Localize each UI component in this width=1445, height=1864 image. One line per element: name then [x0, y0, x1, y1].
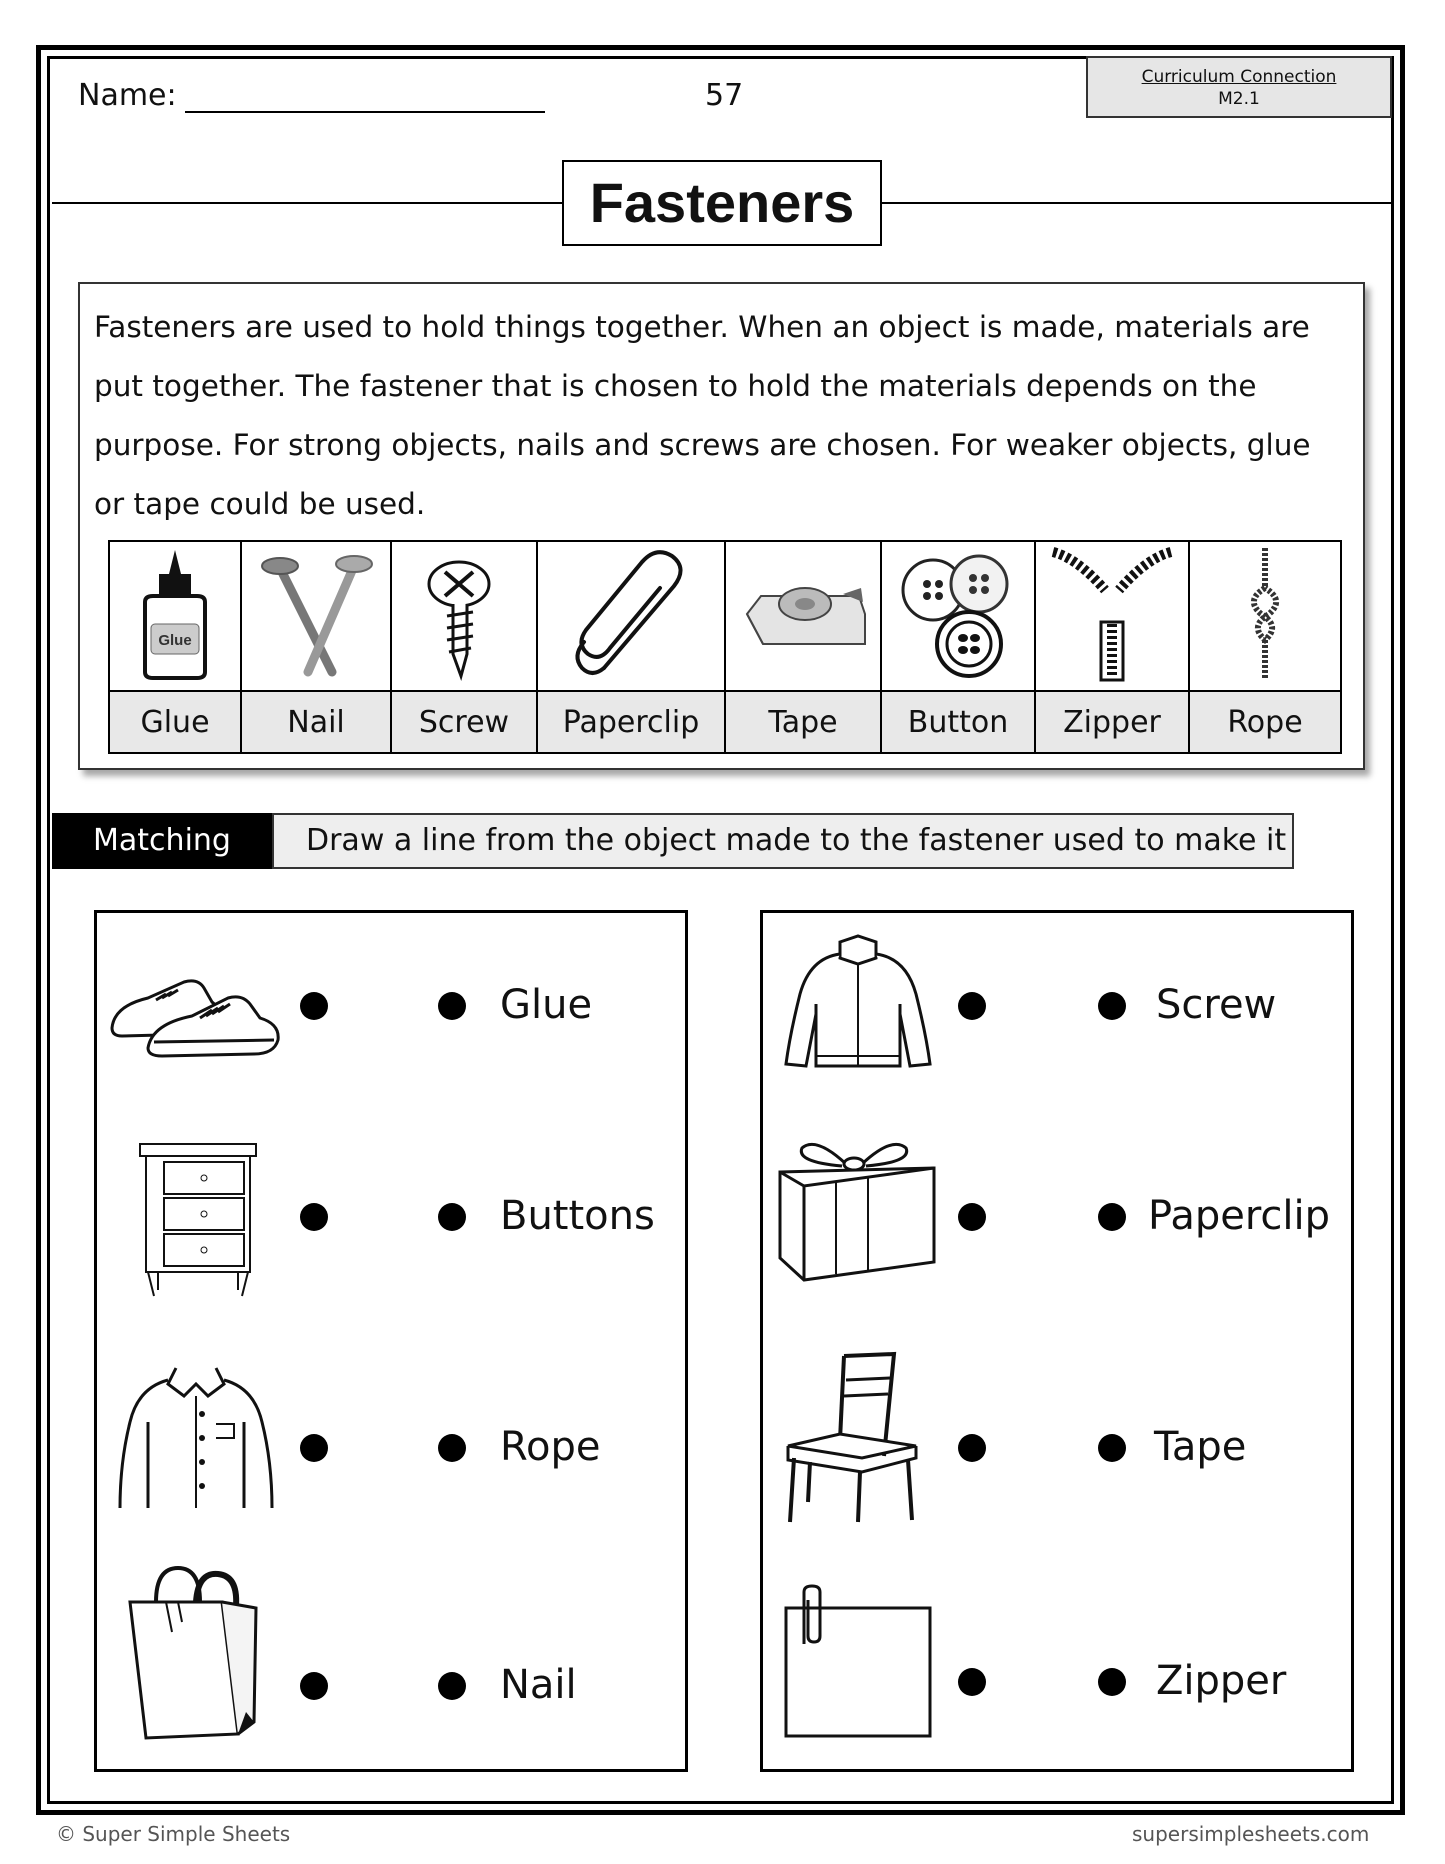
- fastener-cell-zipper: [1035, 541, 1189, 691]
- page-title: Fasteners: [562, 160, 882, 246]
- matching-label: Matching: [52, 813, 272, 869]
- shopping-bag-icon: [126, 1562, 262, 1742]
- match-word: Buttons: [500, 1193, 655, 1239]
- match-dot-right-word[interactable]: [1098, 1203, 1126, 1231]
- match-dot-right-word[interactable]: [1098, 992, 1126, 1020]
- match-dot-left-word[interactable]: [438, 992, 466, 1020]
- match-dot-right-object[interactable]: [958, 1203, 986, 1231]
- fastener-cell-tape: [725, 541, 881, 691]
- name-blank-line[interactable]: [185, 85, 545, 113]
- nail-icon: [256, 544, 376, 684]
- match-dot-left-object[interactable]: [300, 1203, 328, 1231]
- fastener-cell-button: [881, 541, 1035, 691]
- fastener-label: Button: [881, 691, 1035, 753]
- clipped-paper-icon: [782, 1584, 934, 1740]
- fastener-label: Tape: [725, 691, 881, 753]
- paperclip-icon: [566, 544, 696, 684]
- intro-line: put together. The fastener that is chosen to hold the materials depends on the: [94, 369, 1257, 403]
- match-word: Nail: [500, 1662, 577, 1708]
- gift-box-icon: [776, 1128, 938, 1284]
- intro-line: or tape could be used.: [94, 487, 426, 521]
- shirt-icon: [114, 1362, 278, 1512]
- match-dot-left-word[interactable]: [438, 1203, 466, 1231]
- fastener-label: Nail: [241, 691, 391, 753]
- match-dot-left-object[interactable]: [300, 992, 328, 1020]
- match-dot-right-object[interactable]: [958, 992, 986, 1020]
- footer-website[interactable]: supersimplesheets.com: [1132, 1822, 1370, 1846]
- zipper-icon: [1047, 544, 1177, 684]
- match-word: Screw: [1156, 982, 1277, 1028]
- glue-bottle-icon: [115, 544, 235, 684]
- tape-dispenser-icon: [733, 544, 873, 684]
- fastener-label: Glue: [109, 691, 241, 753]
- match-word: Zipper: [1156, 1658, 1287, 1704]
- button-icon: [893, 544, 1023, 684]
- curriculum-label: Curriculum Connection: [1141, 67, 1337, 87]
- match-word: Tape: [1154, 1424, 1247, 1470]
- fastener-cell-paperclip: [537, 541, 725, 691]
- curriculum-connection-box: [1086, 56, 1392, 118]
- jacket-icon: [780, 934, 936, 1074]
- nightstand-icon: [136, 1140, 260, 1300]
- match-dot-left-object[interactable]: [300, 1434, 328, 1462]
- glue-bottle-text: Glue: [158, 632, 192, 649]
- sneakers-icon: [108, 958, 284, 1058]
- intro-line: Fasteners are used to hold things together. When an object is made, materials are: [94, 310, 1310, 344]
- fastener-label: Paperclip: [537, 691, 725, 753]
- fastener-cell-nail: [241, 541, 391, 691]
- intro-paragraph: [94, 298, 1334, 534]
- match-dot-left-word[interactable]: [438, 1434, 466, 1462]
- name-label: Name:: [78, 78, 177, 113]
- fastener-cell-glue: [109, 541, 241, 691]
- intro-line: purpose. For strong objects, nails and screws are chosen. For weaker objects, glue: [94, 428, 1311, 462]
- match-word: Glue: [500, 982, 593, 1028]
- match-dot-left-object[interactable]: [300, 1672, 328, 1700]
- fastener-cell-screw: [391, 541, 537, 691]
- curriculum-code: M2.1: [1218, 89, 1260, 109]
- footer-copyright: © Super Simple Sheets: [56, 1822, 291, 1846]
- match-dot-right-object[interactable]: [958, 1434, 986, 1462]
- fastener-label: Screw: [391, 691, 537, 753]
- match-dot-right-word[interactable]: [1098, 1434, 1126, 1462]
- fastener-label: Rope: [1189, 691, 1341, 753]
- match-dot-right-word[interactable]: [1098, 1668, 1126, 1696]
- fastener-cell-rope: [1189, 541, 1341, 691]
- matching-instruction: Draw a line from the object made to the fastener used to make it: [272, 813, 1294, 869]
- screw-icon: [409, 544, 519, 684]
- match-word: Paperclip: [1148, 1193, 1331, 1239]
- match-dot-left-word[interactable]: [438, 1672, 466, 1700]
- page-number: 57: [705, 78, 744, 113]
- fasteners-table: [108, 540, 1342, 754]
- rope-icon: [1225, 544, 1305, 684]
- name-field[interactable]: [78, 78, 545, 113]
- match-dot-right-object[interactable]: [958, 1668, 986, 1696]
- fastener-label: Zipper: [1035, 691, 1189, 753]
- chair-icon: [784, 1350, 920, 1526]
- match-word: Rope: [500, 1424, 601, 1470]
